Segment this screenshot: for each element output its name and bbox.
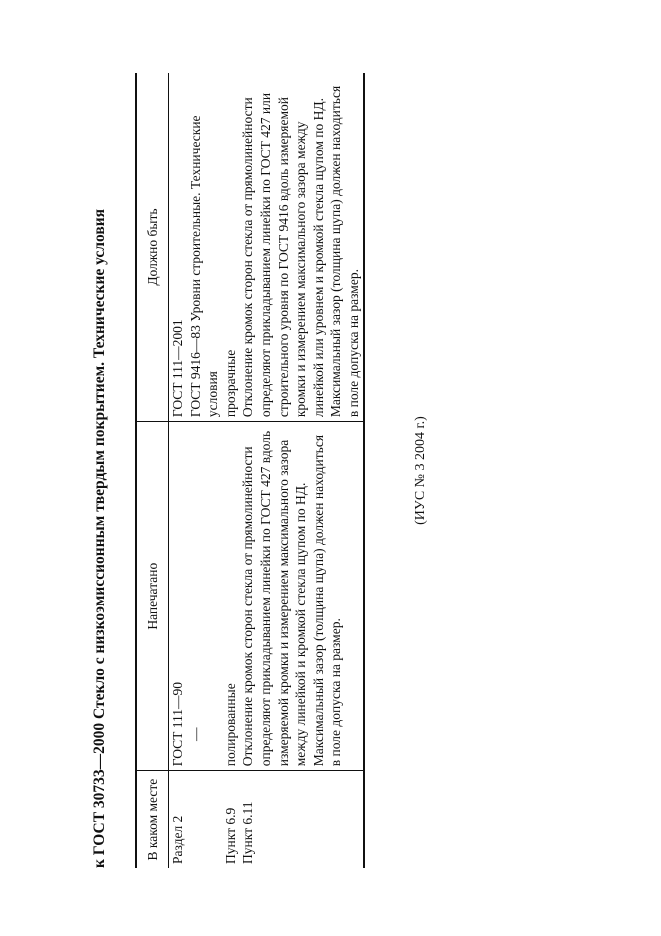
cell-place: Раздел 2 [170, 815, 185, 864]
table-row [239, 73, 363, 868]
cell-should-be: ГОСТ 9416—83 Уровни строительные. Технические условия [187, 73, 222, 422]
header-should-be: Должно быть [136, 73, 169, 422]
cell-should-be: прозрачные [222, 73, 240, 422]
header-place: В каком месте [136, 771, 169, 868]
cell-printed: полированные [222, 422, 240, 771]
cell-printed [187, 422, 222, 771]
cell-should-be: Отклонение кромок сторон стекла от прямолинейности определяют прикладыванием линейки по ГОСТ 427 или строительного уровня по ГОСТ 9416 вдоль измеряемой кромки и измерением максимального зазора между линейкой или уровнем и кромкой стекла щупом по НД. Максимальный зазор (толщина щупа) должен находиться в поле допуска на размер. [239, 73, 363, 422]
source-note: (ИУС № 3 2004 г.) [413, 416, 428, 525]
dash-mark: — [187, 727, 203, 742]
table-row [222, 73, 240, 868]
amendment-caption: к ГОСТ 30733—2000 Стекло с низкоэмиссионным твердым покрытием. Технические условия [91, 208, 108, 868]
cell-place: Пункт 6.9 [222, 807, 238, 864]
cell-place [187, 771, 222, 868]
cell-printed: Отклонение кромок сторон стекла от прямолинейности определяют прикладыванием линейки по ГОСТ 427 вдоль измеряемой кромки и измерением максимального зазора между линейкой и кромкой стекла щупом по НД. Максимальный зазор (толщина щупа) должен находиться в поле допуска на размер. [239, 422, 363, 771]
cell-printed: ГОСТ 111—90 [169, 422, 187, 771]
table-row [169, 73, 187, 868]
table-row [187, 73, 222, 868]
cell-place: Пункт 6.11 [239, 771, 363, 868]
table-header-row [136, 73, 169, 868]
cell-should-be: ГОСТ 111—2001 [169, 73, 187, 422]
rotated-page-content [70, 68, 470, 868]
amendment-table [135, 73, 365, 868]
header-printed: Напечатано [136, 422, 169, 771]
